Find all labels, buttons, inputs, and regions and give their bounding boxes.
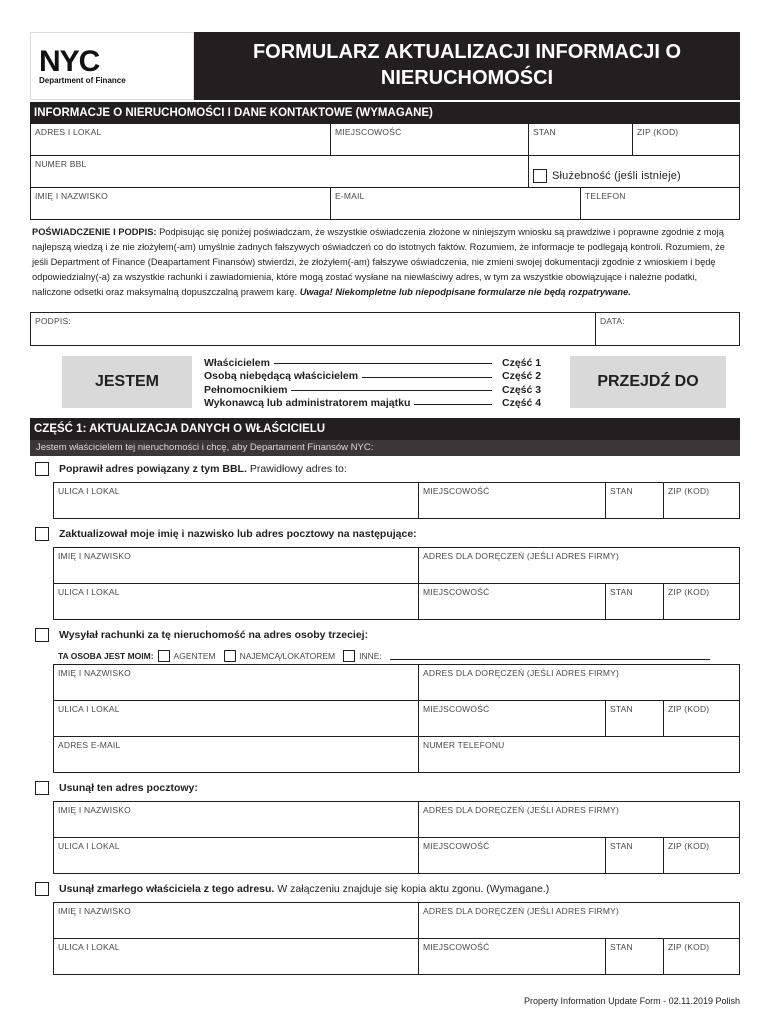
form-title bbox=[194, 32, 740, 100]
i3-email-field[interactable]: ADRES E-MAIL bbox=[54, 737, 419, 772]
i5-zip-field[interactable]: ZIP (KOD) bbox=[668, 942, 710, 952]
i3-phone-field[interactable]: NUMER TELEFONU bbox=[423, 740, 505, 750]
i3-zip-field[interactable]: ZIP (KOD) bbox=[668, 704, 710, 714]
person-type-line bbox=[58, 648, 740, 664]
form-title-line2: NIERUCHOMOŚCI bbox=[380, 67, 554, 89]
update-name-checkbox[interactable] bbox=[35, 527, 49, 541]
tenant-label: NAJEMCĄ/LOKATOREM bbox=[239, 651, 336, 661]
form-page bbox=[30, 32, 740, 975]
i4-city-field[interactable]: MIEJSCOWOŚĆ bbox=[419, 838, 606, 873]
remove-address-checkbox[interactable] bbox=[35, 781, 49, 795]
contact-row-name bbox=[30, 188, 740, 220]
i2-street-field[interactable]: ULICA I LOKAL bbox=[54, 584, 419, 619]
agent-checkbox[interactable] bbox=[158, 650, 170, 662]
certification-body: Podpisując się poniżej poświadczam, że wszystkie oświadczenia złożone w niniejszym wniosku są prawdziwe i poprawne zgodnie z moją najlepszą wiedzą i że nie złożyłem(-am) umyślnie żadnych fałszywych oświadczeń co do istotnych faktów. Rozumiem, że informacje te podlegają kontroli. Rozumiem, że jeśli Department of Finance (Deapartament Finansów) stwierdzi, że złożyłem(-am) fałszywe oświadczenia, nie zmieni swojej dokumentacji zgodnie z wnioskiem i będę odpowiedzialny(-a) za wszystkie rachunki i zawiadomienia, które mogą zostać wysłane na niewłaściwy adres, w tym za wszystkie obowiązujące i należne podatki, naliczone odsetki oraz maksymalną dopuszczalną prawem karę. bbox=[32, 227, 725, 297]
i4-zip-field[interactable]: ZIP (KOD) bbox=[668, 841, 710, 851]
role-list bbox=[204, 356, 544, 410]
form-title-line1: FORMULARZ AKTUALIZACJI INFORMACJI O bbox=[252, 41, 682, 63]
city-field[interactable]: MIEJSCOWOŚĆ bbox=[331, 124, 529, 155]
i1-zip-field[interactable]: ZIP (KOD) bbox=[668, 486, 710, 496]
i4-street-field[interactable]: ULICA I LOKAL bbox=[54, 838, 419, 873]
i5-street-field[interactable]: ULICA I LOKAL bbox=[54, 939, 419, 974]
i5-city-field[interactable]: MIEJSCOWOŚĆ bbox=[419, 939, 606, 974]
logo-nyc-text: NYC bbox=[39, 44, 100, 78]
i4-state-field[interactable]: STAN bbox=[606, 838, 664, 873]
certification-text bbox=[30, 220, 740, 312]
name-field[interactable]: IMIĘ I NAZWISKO bbox=[31, 188, 331, 219]
easement-checkbox[interactable] bbox=[533, 169, 547, 183]
logo-dept-text: Department of Finance bbox=[39, 75, 126, 85]
role-non-owner: Osobą niebędącą właścicielem Część 2 bbox=[204, 370, 542, 383]
i5-delivery-field[interactable]: ADRES DLA DORĘCZEŃ (JEŚLI ADRES FIRMY) bbox=[423, 906, 620, 916]
deceased-owner-label: Usunął zmarłego właściciela z tego adresu. bbox=[59, 883, 275, 895]
third-party-checkbox[interactable] bbox=[35, 628, 49, 642]
part1-item-correct-address bbox=[30, 456, 740, 519]
form-footer: Property Information Update Form - 02.11.2019 Polish bbox=[524, 996, 740, 1006]
i3-street-field[interactable]: ULICA I LOKAL bbox=[54, 701, 419, 736]
part1-item-remove-address bbox=[30, 775, 740, 874]
other-input[interactable] bbox=[390, 652, 710, 660]
i3-delivery-field[interactable]: ADRES DLA DORĘCZEŃ (JEŚLI ADRES FIRMY) bbox=[423, 668, 620, 678]
form-header bbox=[30, 32, 740, 100]
correct-address-label: Poprawił adres powiązany z tym BBL. bbox=[59, 463, 247, 475]
i2-zip-field[interactable]: ZIP (KOD) bbox=[668, 587, 710, 597]
part1-section-bar: CZĘŚĆ 1: AKTUALIZACJA DANYCH O WŁAŚCICIELU bbox=[30, 418, 740, 440]
i5-state-field[interactable]: STAN bbox=[606, 939, 664, 974]
agent-label: AGENTEM bbox=[173, 651, 216, 661]
i2-name-field[interactable]: IMIĘ I NAZWISKO bbox=[54, 548, 419, 583]
role-executor: Wykonawcą lub administratorem majątku Część 4 bbox=[204, 397, 542, 410]
signature-row bbox=[30, 312, 740, 346]
i4-name-field[interactable]: IMIĘ I NAZWISKO bbox=[54, 802, 419, 837]
jestem-label: JESTEM bbox=[62, 356, 192, 408]
contact-row-bbl bbox=[30, 156, 740, 188]
easement-option[interactable] bbox=[529, 156, 739, 187]
i1-street-field[interactable]: ULICA I LOKAL bbox=[54, 483, 419, 518]
phone-field[interactable]: TELEFON bbox=[585, 191, 626, 201]
address-field[interactable]: ADRES I LOKAL bbox=[31, 124, 331, 155]
email-field[interactable]: E-MAIL bbox=[331, 188, 581, 219]
other-checkbox[interactable] bbox=[343, 650, 355, 662]
correct-address-note: Prawidłowy adres to: bbox=[249, 463, 347, 475]
i3-name-field[interactable]: IMIĘ I NAZWISKO bbox=[54, 665, 419, 700]
part1-subtitle: Jestem właścicielem tej nieruchomości i chcę, aby Departament Finansów NYC: bbox=[30, 440, 740, 456]
deceased-owner-note: W załączeniu znajduje się kopia aktu zgonu. (Wymagane.) bbox=[277, 883, 550, 895]
tenant-checkbox[interactable] bbox=[224, 650, 236, 662]
remove-address-label: Usunął ten adres pocztowy: bbox=[59, 782, 198, 794]
signature-field[interactable]: PODPIS: bbox=[31, 313, 596, 345]
bbl-field[interactable]: NUMER BBL bbox=[31, 156, 529, 187]
state-field[interactable]: STAN bbox=[529, 124, 633, 155]
deceased-owner-checkbox[interactable] bbox=[35, 882, 49, 896]
person-type-label: TA OSOBA JEST MOIM: bbox=[58, 651, 154, 661]
update-name-label: Zaktualizował moje imię i nazwisko lub adres pocztowy na następujące: bbox=[59, 528, 417, 540]
i2-delivery-field[interactable]: ADRES DLA DORĘCZEŃ (JEŚLI ADRES FIRMY) bbox=[423, 551, 620, 561]
zip-field[interactable]: ZIP (KOD) bbox=[637, 127, 679, 137]
goto-label: PRZEJDŹ DO bbox=[570, 356, 726, 408]
contact-section-bar: INFORMACJE O NIERUCHOMOŚCI I DANE KONTAKTOWE (WYMAGANE) bbox=[30, 102, 740, 124]
certification-label: POŚWIADCZENIE I PODPIS: bbox=[32, 227, 157, 237]
role-owner: Właścicielem Część 1 bbox=[204, 356, 542, 369]
i2-city-field[interactable]: MIEJSCOWOŚĆ bbox=[419, 584, 606, 619]
i4-delivery-field[interactable]: ADRES DLA DORĘCZEŃ (JEŚLI ADRES FIRMY) bbox=[423, 805, 620, 815]
i2-state-field[interactable]: STAN bbox=[606, 584, 664, 619]
part1-item-update-name bbox=[30, 521, 740, 620]
correct-address-checkbox[interactable] bbox=[35, 462, 49, 476]
easement-label: Służebność (jeśli istnieje) bbox=[552, 170, 681, 182]
date-field[interactable]: DATA: bbox=[600, 316, 625, 326]
contact-row-address bbox=[30, 124, 740, 156]
part1-item-deceased-owner bbox=[30, 876, 740, 975]
other-label: INNE: bbox=[359, 651, 382, 661]
i5-name-field[interactable]: IMIĘ I NAZWISKO bbox=[54, 903, 419, 938]
role-selector bbox=[30, 352, 740, 416]
part1-item-third-party bbox=[30, 622, 740, 773]
i3-state-field[interactable]: STAN bbox=[606, 701, 664, 736]
i1-state-field[interactable]: STAN bbox=[606, 483, 664, 518]
i1-city-field[interactable]: MIEJSCOWOŚĆ bbox=[419, 483, 606, 518]
third-party-label: Wysyłał rachunki za tę nieruchomość na adres osoby trzeciej: bbox=[59, 629, 369, 641]
certification-warning: Uwaga! Niekompletne lub niepodpisane formularze nie będą rozpatrywane. bbox=[299, 287, 631, 297]
nyc-finance-logo bbox=[30, 32, 194, 100]
role-attorney: Pełnomocnikiem Część 3 bbox=[204, 383, 542, 396]
i3-city-field[interactable]: MIEJSCOWOŚĆ bbox=[419, 701, 606, 736]
